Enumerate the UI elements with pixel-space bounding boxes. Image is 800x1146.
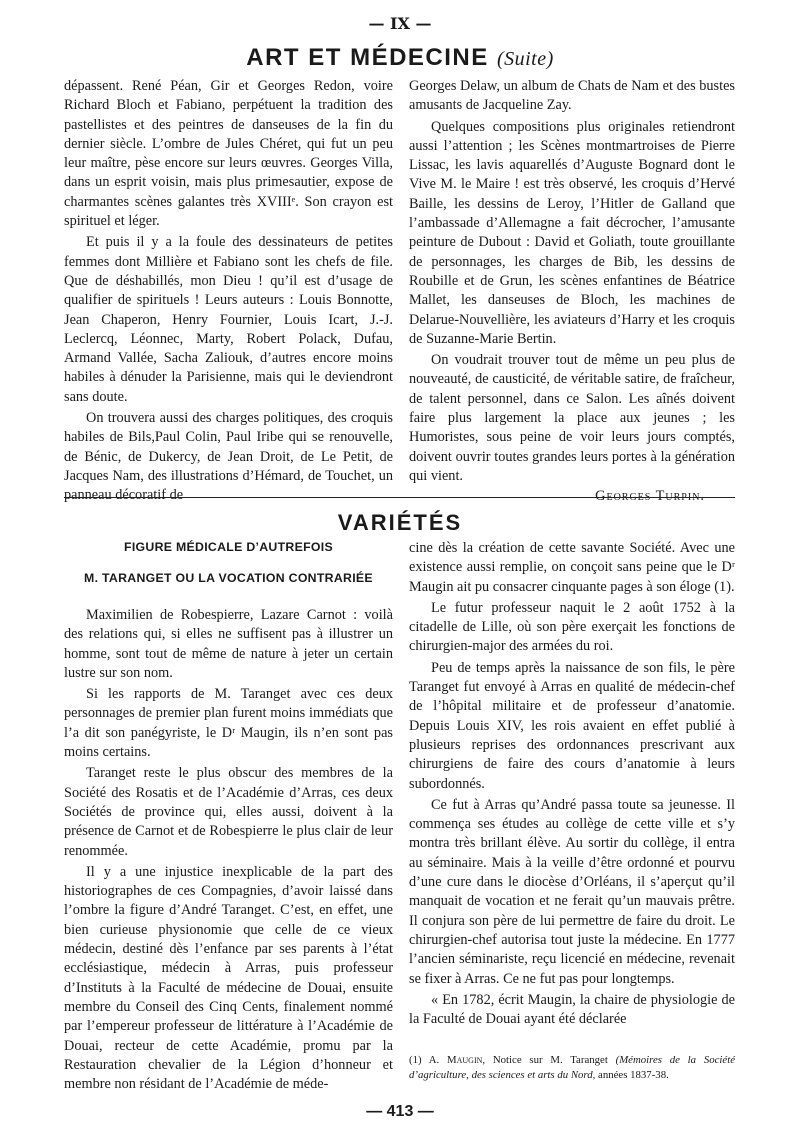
paragraph: On trouvera aussi des charges politiques, des croquis habiles de Bils,Paul Colin, Paul Iribe qui se renouvelle, de Bénic, de Dukercy, de Jean Droit, de Le Petit, de Jacques Nam, des illustrations d’Hémard, de Touchet, un panneau décoratif de <box>64 410 393 504</box>
article-headline: M. TARANGET OU LA VOCATION CONTRARIÉE <box>84 571 373 585</box>
footnote <box>409 1053 735 1083</box>
art-article-column-2 <box>409 77 735 507</box>
varietes-title: VARIÉTÉS <box>337 510 463 535</box>
footnote-years: années 1837-38. <box>598 1069 669 1081</box>
page-number-roman: — IX — <box>368 14 432 33</box>
author-signature: Georges Turpin. <box>595 488 705 505</box>
paragraph: Quelques compositions plus originales retiendront aussi l’attention ; les Scènes montmartroises de Pierre Lissac, les lavis aquarellés d’Auguste Bognard dont le Vive M. le Maire ! est très observé, les croquis d’Hervé Baille, les dessins de Leroy, l’Hitler de Galland que l’ambassade d’Allemagne a fait décrocher, l’amusante peinture de Dubout : David et Goliath, toute grouillante de personnages, les charges de Bib, les dessins de Roubille et de Grun, les scènes enfantines de Béatrice Mallet, les danseuses de Bloch, les machines de Delarue-Nouvellière, les aviateurs d’Harry et les croquis de Suzanne-Marie Bertin. <box>409 118 735 347</box>
footnote-prefix: (1) A. <box>409 1054 440 1066</box>
paragraph: Ce fut à Arras qu’André passa toute sa jeunesse. Il commença ses études au collège de cette ville et s’y montra très brillant élève. Au sortir du collège, il entra au séminaire. Mais à la veille d’être ordonné et pourvu d’une cure dans le diocèse d’Orléans, il s’aperçut qu’il manquait de vocation et ne ferait qu’un mauvais prêtre. Il conjura son père de lui permettre de faire du droit. Le chirurgien-chef autorisa tout juste la médecine. En 1777 l’ancien séminariste, reçu licencié en médecine, revenait se fixer à Arras. Ce ne fut pas pour longtemps. <box>409 796 735 987</box>
paragraph: dépassent. René Péan, Gir et Georges Redon, voire Richard Bloch et Fabiano, perpétuent la tradition des pastellistes et des peintres de danseuses de la fin du dernier siècle. L’ombre de Jules Chéret, qui fut un peu leur maître, pèse encore sur leurs œuvres. Georges Villa, dans un esprit voisin, mais plus primesautier, expose de charmantes scènes galantes très XVIIIᵉ. Son crayon est spirituel et léger. <box>64 78 393 230</box>
varietes-column-2 <box>409 539 735 1029</box>
paragraph: « En 1782, écrit Maugin, la chaire de physiologie de la Faculté de Douai ayant été déclarée <box>409 991 735 1028</box>
paragraph: Il y a une injustice inexplicable de la part des historiographes de ces Compagnies, d’avoir laissé dans l’ombre la figure d’André Taranget. C’est, en effet, une bien curieuse physionomie que celle de ce vieux médecin, destiné dès l’enfance par ses parents à l’état ecclésiastique, médecin à Arras, puis professeur d’Instituts à la Faculté de médecine de Douai, ensuite membre du Conseil des Cinq Cents, finalement nommé par l’empereur professeur de littérature à l’Académie de Douai, recteur de cette Académie, promu par la Restauration chevalier de la Légion d’honneur et membre non résidant de l’Académie de méde- <box>64 863 393 1093</box>
paragraph: Si les rapports de M. Taranget avec ces deux personnages de premier plan furent moins immédiats que l’a dit son panégyriste, le Dʳ Maugin, ils n’en sont pas moins certains. <box>64 686 393 761</box>
section-title-suffix: (Suite) <box>496 48 554 70</box>
section-title-text: ART ET MÉDECINE <box>246 44 489 71</box>
paragraph: Peu de temps après la naissance de son fils, le père Taranget fut envoyé à Arras en qualité de médecin-chef de l’hôpital militaire et de professeur d’anatomie. Depuis Louis XIV, les rois avaient en effet publié à plusieurs reprises des ordonnances prescrivant aux chirurgiens de faire des cours d’anatomie à leurs subordonnés. <box>409 659 735 792</box>
article-kicker: FIGURE MÉDICALE D’AUTREFOIS <box>124 540 333 554</box>
paragraph: Et puis il y a la foule des dessinateurs de petites femmes dont Millière et Fabiano sont les chefs de file. Que de déshabillés, mon Dieu ! qu’il est d’usage de qualifier de spirituels ! Leurs auteurs : Louis Bonnotte, Jean Chaperon, Henry Fournier, Louis Icart, J.-J. Leclercq, Léonnec, Marty, Robert Polack, Dufau, Armand Vallée, Sacha Zaliouk, d’autres encore moins habiles à dénuder la Parisienne, mais qui le deviendront sans doute. <box>64 234 393 405</box>
paragraph: cine dès la création de cette savante Société. Avec une existence aussi remplie, on conçoit sans peine que le Dʳ Maugin ait pu consacrer cinquante pages à son éloge (1). <box>409 540 735 595</box>
art-article-column-1 <box>64 77 393 506</box>
paragraph: Taranget reste le plus obscur des membres de la Société des Rosatis et de l’Académie d’Arras, ces deux Sociétés de province qui, elles aussi, doivent à la présence de Carnot et de Robespierre le plus clair de leur renommée. <box>64 765 393 859</box>
section-divider <box>64 497 735 498</box>
paragraph: Maximilien de Robespierre, Lazare Carnot : voilà des relations qui, si elles ne suffisent pas à illustrer un homme, sont tout de même de nature à jeter un certain lustre sur son nom. <box>64 607 393 681</box>
section-title <box>0 44 800 72</box>
footnote-source: (Mémoires de la Société d’agriculture, des sciences et arts du Nord, <box>409 1054 735 1081</box>
footnote-author: Maugin, <box>447 1054 486 1066</box>
paragraph: Le futur professeur naquit le 2 août 1752 à la citadelle de Lille, où son père exerçait les fonctions de chirurgien-major des armées du roi. <box>409 599 735 655</box>
varietes-column-1 <box>64 606 393 1094</box>
paragraph: On voudrait trouver tout de même un peu plus de nouveauté, de causticité, de véritable satire, de fraîcheur, de talent personnel, dans ce Salon. Les aînés doivent faire plus largement la place aux jeunes ; les Humoristes, sous peine de voir leurs jours comptés, doivent ouvrir toutes grandes leurs portes à la génération qui vient. <box>409 352 735 484</box>
paragraph: Georges Delaw, un album de Chats de Nam et des bustes amusants de Jacqueline Zay. <box>409 78 735 114</box>
footnote-title: Notice sur M. Taranget <box>492 1054 608 1066</box>
page-number: — 413 — <box>366 1103 434 1120</box>
